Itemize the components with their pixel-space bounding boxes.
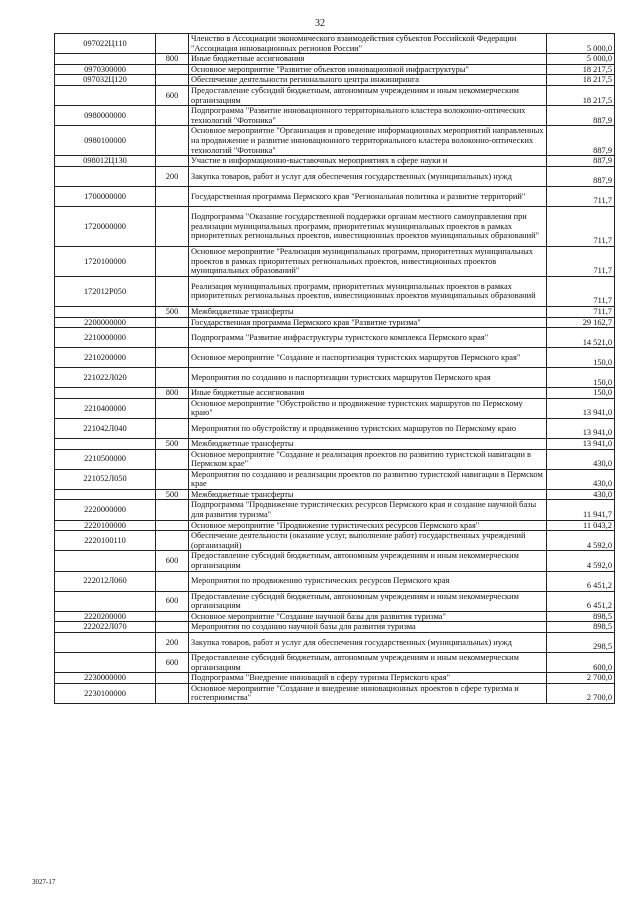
- code-cell: 222012Л060: [55, 571, 156, 591]
- description-cell: Предоставление субсидий бюджетным, автономным учреждениям и иным некоммерческим организациям: [189, 591, 547, 611]
- footer-code: 3027-17: [32, 878, 56, 886]
- description-cell: Мероприятия по созданию и реализации проектов по развитию туристской навигации в Пермском крае: [189, 469, 547, 489]
- amount-cell: 711,7: [547, 246, 615, 276]
- expense-type-cell: [156, 622, 189, 633]
- amount-cell: 18 217,5: [547, 64, 615, 75]
- description-cell: Подпрограмма "Развитие инновационного территориального кластера волоконно-оптических технологий "Фотоника": [189, 106, 547, 126]
- table-row: [55, 571, 615, 591]
- table-row: [55, 449, 615, 469]
- description-cell: Обеспечение деятельности регионального центра инжиниринга: [189, 75, 547, 86]
- table-row: [55, 156, 615, 167]
- code-cell: 097032Ц120: [55, 75, 156, 86]
- expense-type-cell: [156, 246, 189, 276]
- description-cell: Предоставление субсидий бюджетным, автономным учреждениям и иным некоммерческим организациям: [189, 551, 547, 571]
- amount-cell: 898,5: [547, 611, 615, 622]
- code-cell: [55, 551, 156, 571]
- amount-cell: 11 043,2: [547, 520, 615, 531]
- expense-type-cell: [156, 75, 189, 86]
- code-cell: 221042Л040: [55, 418, 156, 438]
- table-row: [55, 418, 615, 438]
- amount-cell: 898,5: [547, 622, 615, 633]
- description-cell: Подпрограмма "Внедрение инноваций в сферу туризма Пермского края": [189, 673, 547, 684]
- table-row: [55, 276, 615, 306]
- amount-cell: 29 162,7: [547, 317, 615, 328]
- amount-cell: 887,9: [547, 126, 615, 156]
- code-cell: 097022Ц110: [55, 34, 156, 54]
- amount-cell: 600,0: [547, 653, 615, 673]
- amount-cell: 711,7: [547, 306, 615, 317]
- expense-type-cell: [156, 348, 189, 368]
- budget-table-body: [55, 34, 615, 704]
- table-row: [55, 398, 615, 418]
- table-row: [55, 85, 615, 105]
- table-row: [55, 54, 615, 65]
- expense-type-cell: 500: [156, 489, 189, 500]
- expense-type-cell: [156, 418, 189, 438]
- description-cell: Межбюджетные трансферты: [189, 306, 547, 317]
- code-cell: 2230100000: [55, 683, 156, 703]
- description-cell: Обеспечение деятельности (оказание услуг, выполнение работ) государственных учреждений (организаций): [189, 531, 547, 551]
- amount-cell: 887,9: [547, 156, 615, 167]
- table-row: [55, 34, 615, 54]
- description-cell: Основное мероприятие "Создание и паспортизация туристских маршрутов Пермского края": [189, 348, 547, 368]
- expense-type-cell: 500: [156, 438, 189, 449]
- code-cell: 0980000000: [55, 106, 156, 126]
- description-cell: Основное мероприятие "Развитие объектов инновационной инфраструктуры": [189, 64, 547, 75]
- amount-cell: 430,0: [547, 489, 615, 500]
- table-row: [55, 633, 615, 653]
- amount-cell: 11 941,7: [547, 500, 615, 520]
- code-cell: [55, 591, 156, 611]
- table-row: [55, 551, 615, 571]
- code-cell: [55, 388, 156, 399]
- expense-type-cell: [156, 328, 189, 348]
- expense-type-cell: [156, 206, 189, 246]
- code-cell: 221022Л020: [55, 368, 156, 388]
- amount-cell: 430,0: [547, 449, 615, 469]
- expense-type-cell: [156, 683, 189, 703]
- expense-type-cell: [156, 520, 189, 531]
- amount-cell: 711,7: [547, 276, 615, 306]
- table-row: [55, 368, 615, 388]
- expense-type-cell: 500: [156, 306, 189, 317]
- table-row: [55, 489, 615, 500]
- expense-type-cell: [156, 673, 189, 684]
- amount-cell: 711,7: [547, 206, 615, 246]
- code-cell: 1720000000: [55, 206, 156, 246]
- expense-type-cell: [156, 276, 189, 306]
- expense-type-cell: [156, 449, 189, 469]
- expense-type-cell: [156, 186, 189, 206]
- table-row: [55, 611, 615, 622]
- code-cell: 0970300000: [55, 64, 156, 75]
- code-cell: [55, 85, 156, 105]
- description-cell: Государственная программа Пермского края "Развитие туризма": [189, 317, 547, 328]
- expense-type-cell: [156, 398, 189, 418]
- code-cell: 1700000000: [55, 186, 156, 206]
- description-cell: Предоставление субсидий бюджетным, автономным учреждениям и иным некоммерческим организациям: [189, 85, 547, 105]
- expense-type-cell: [156, 64, 189, 75]
- code-cell: [55, 489, 156, 500]
- table-row: [55, 306, 615, 317]
- table-row: [55, 64, 615, 75]
- table-row: [55, 246, 615, 276]
- expense-type-cell: [156, 571, 189, 591]
- page-number: 32: [315, 18, 325, 29]
- expense-type-cell: 200: [156, 633, 189, 653]
- table-row: [55, 531, 615, 551]
- description-cell: Государственная программа Пермского края "Региональная политика и развитие территорий": [189, 186, 547, 206]
- description-cell: Подпрограмма "Продвижение туристических ресурсов Пермского края и создание научной базы для развития туризма": [189, 500, 547, 520]
- table-row: [55, 348, 615, 368]
- table-row: [55, 438, 615, 449]
- code-cell: 2210200000: [55, 348, 156, 368]
- code-cell: 222022Л070: [55, 622, 156, 633]
- amount-cell: 5 000,0: [547, 34, 615, 54]
- code-cell: 2230000000: [55, 673, 156, 684]
- table-row: [55, 126, 615, 156]
- expense-type-cell: [156, 34, 189, 54]
- amount-cell: 6 451,2: [547, 591, 615, 611]
- code-cell: 2220100000: [55, 520, 156, 531]
- description-cell: Закупка товаров, работ и услуг для обеспечения государственных (муниципальных) нужд: [189, 633, 547, 653]
- expense-type-cell: 200: [156, 166, 189, 186]
- table-row: [55, 469, 615, 489]
- amount-cell: 13 941,0: [547, 398, 615, 418]
- expense-type-cell: [156, 126, 189, 156]
- code-cell: 2210500000: [55, 449, 156, 469]
- table-row: [55, 75, 615, 86]
- expense-type-cell: 800: [156, 54, 189, 65]
- code-cell: [55, 54, 156, 65]
- expense-type-cell: [156, 469, 189, 489]
- code-cell: 221052Л050: [55, 469, 156, 489]
- description-cell: Предоставление субсидий бюджетным, автономным учреждениям и иным некоммерческим организациям: [189, 653, 547, 673]
- amount-cell: 887,9: [547, 106, 615, 126]
- amount-cell: 430,0: [547, 469, 615, 489]
- description-cell: Мероприятия по созданию научной базы для развития туризма: [189, 622, 547, 633]
- description-cell: Основное мероприятие "Создание и реализация проектов по развитию туристской навигации в Пермском крае": [189, 449, 547, 469]
- table-row: [55, 206, 615, 246]
- amount-cell: 298,5: [547, 633, 615, 653]
- code-cell: [55, 438, 156, 449]
- expense-type-cell: 600: [156, 591, 189, 611]
- budget-table: [54, 33, 615, 704]
- description-cell: Членство в Ассоциации экономического взаимодействия субъектов Российской Федерации "Ассоциация инновационных регионов России": [189, 34, 547, 54]
- table-row: [55, 500, 615, 520]
- code-cell: [55, 306, 156, 317]
- description-cell: Основное мероприятие "Продвижение туристических ресурсов Пермского края": [189, 520, 547, 531]
- table-row: [55, 166, 615, 186]
- description-cell: Мероприятия по созданию и паспортизации туристских маршрутов Пермского края: [189, 368, 547, 388]
- expense-type-cell: [156, 106, 189, 126]
- description-cell: Участие в информационно-выставочных мероприятиях в сфере науки и: [189, 156, 547, 167]
- table-row: [55, 388, 615, 399]
- amount-cell: 4 592,0: [547, 551, 615, 571]
- expense-type-cell: [156, 500, 189, 520]
- code-cell: 0980100000: [55, 126, 156, 156]
- description-cell: Мероприятия по продвижению туристических ресурсов Пермского края: [189, 571, 547, 591]
- description-cell: Закупка товаров, работ и услуг для обеспечения государственных (муниципальных) нужд: [189, 166, 547, 186]
- table-row: [55, 328, 615, 348]
- code-cell: [55, 633, 156, 653]
- description-cell: Иные бюджетные ассигнования: [189, 54, 547, 65]
- table-row: [55, 653, 615, 673]
- code-cell: 2220000000: [55, 500, 156, 520]
- expense-type-cell: 600: [156, 551, 189, 571]
- description-cell: Основное мероприятие "Организация и проведение информационных мероприятий направленных на продвижение и развитие инновационного территориального кластера волоконно-оптических технологий "Фотоника": [189, 126, 547, 156]
- code-cell: 2220100110: [55, 531, 156, 551]
- code-cell: 2210000000: [55, 328, 156, 348]
- description-cell: Иные бюджетные ассигнования: [189, 388, 547, 399]
- amount-cell: 150,0: [547, 348, 615, 368]
- expense-type-cell: [156, 368, 189, 388]
- description-cell: Основное мероприятие "Реализация муниципальных программ, приоритетных муниципальных проектов в рамках приоритетных региональных проектов, инвестиционных проектов муниципальных образований": [189, 246, 547, 276]
- description-cell: Основное мероприятие "Создание научной базы для развития туризма": [189, 611, 547, 622]
- expense-type-cell: [156, 531, 189, 551]
- description-cell: Мероприятия по обустройству и продвижению туристских маршрутов по Пермскому краю: [189, 418, 547, 438]
- code-cell: 2200000000: [55, 317, 156, 328]
- expense-type-cell: 800: [156, 388, 189, 399]
- expense-type-cell: [156, 317, 189, 328]
- amount-cell: 2 700,0: [547, 673, 615, 684]
- expense-type-cell: 600: [156, 85, 189, 105]
- table-row: [55, 683, 615, 703]
- amount-cell: 13 941,0: [547, 438, 615, 449]
- amount-cell: 6 451,2: [547, 571, 615, 591]
- amount-cell: 18 217,5: [547, 75, 615, 86]
- description-cell: Подпрограмма "Оказание государственной поддержки органам местного самоуправления при реализации муниципальных программ, приоритетных муниципальных проектов в рамках приоритетных региональных проектов, инвестиционных проектов муниципальных образований": [189, 206, 547, 246]
- amount-cell: 150,0: [547, 388, 615, 399]
- table-row: [55, 622, 615, 633]
- code-cell: 1720100000: [55, 246, 156, 276]
- description-cell: Основное мероприятие "Обустройство и продвижение туристских маршрутов по Пермскому краю": [189, 398, 547, 418]
- amount-cell: 887,9: [547, 166, 615, 186]
- code-cell: 2210400000: [55, 398, 156, 418]
- description-cell: Подпрограмма "Развитие инфраструктуры туристского комплекса Пермского края": [189, 328, 547, 348]
- description-cell: Межбюджетные трансферты: [189, 489, 547, 500]
- expense-type-cell: [156, 611, 189, 622]
- amount-cell: 13 941,0: [547, 418, 615, 438]
- description-cell: Реализация муниципальных программ, приоритетных муниципальных проектов в рамках приоритетных региональных проектов, инвестиционных проектов муниципальных образований: [189, 276, 547, 306]
- code-cell: [55, 166, 156, 186]
- table-row: [55, 186, 615, 206]
- amount-cell: 150,0: [547, 368, 615, 388]
- amount-cell: 14 521,0: [547, 328, 615, 348]
- table-row: [55, 317, 615, 328]
- description-cell: Межбюджетные трансферты: [189, 438, 547, 449]
- table-row: [55, 520, 615, 531]
- amount-cell: 5 000,0: [547, 54, 615, 65]
- description-cell: Основное мероприятие "Создание и внедрение инновационных проектов в сфере туризма и гостеприимства": [189, 683, 547, 703]
- table-row: [55, 106, 615, 126]
- code-cell: 172012Р050: [55, 276, 156, 306]
- table-row: [55, 673, 615, 684]
- table-row: [55, 591, 615, 611]
- expense-type-cell: 600: [156, 653, 189, 673]
- code-cell: 098012Ц130: [55, 156, 156, 167]
- amount-cell: 711,7: [547, 186, 615, 206]
- code-cell: 2220200000: [55, 611, 156, 622]
- amount-cell: 2 700,0: [547, 683, 615, 703]
- expense-type-cell: [156, 156, 189, 167]
- amount-cell: 4 592,0: [547, 531, 615, 551]
- amount-cell: 18 217,5: [547, 85, 615, 105]
- code-cell: [55, 653, 156, 673]
